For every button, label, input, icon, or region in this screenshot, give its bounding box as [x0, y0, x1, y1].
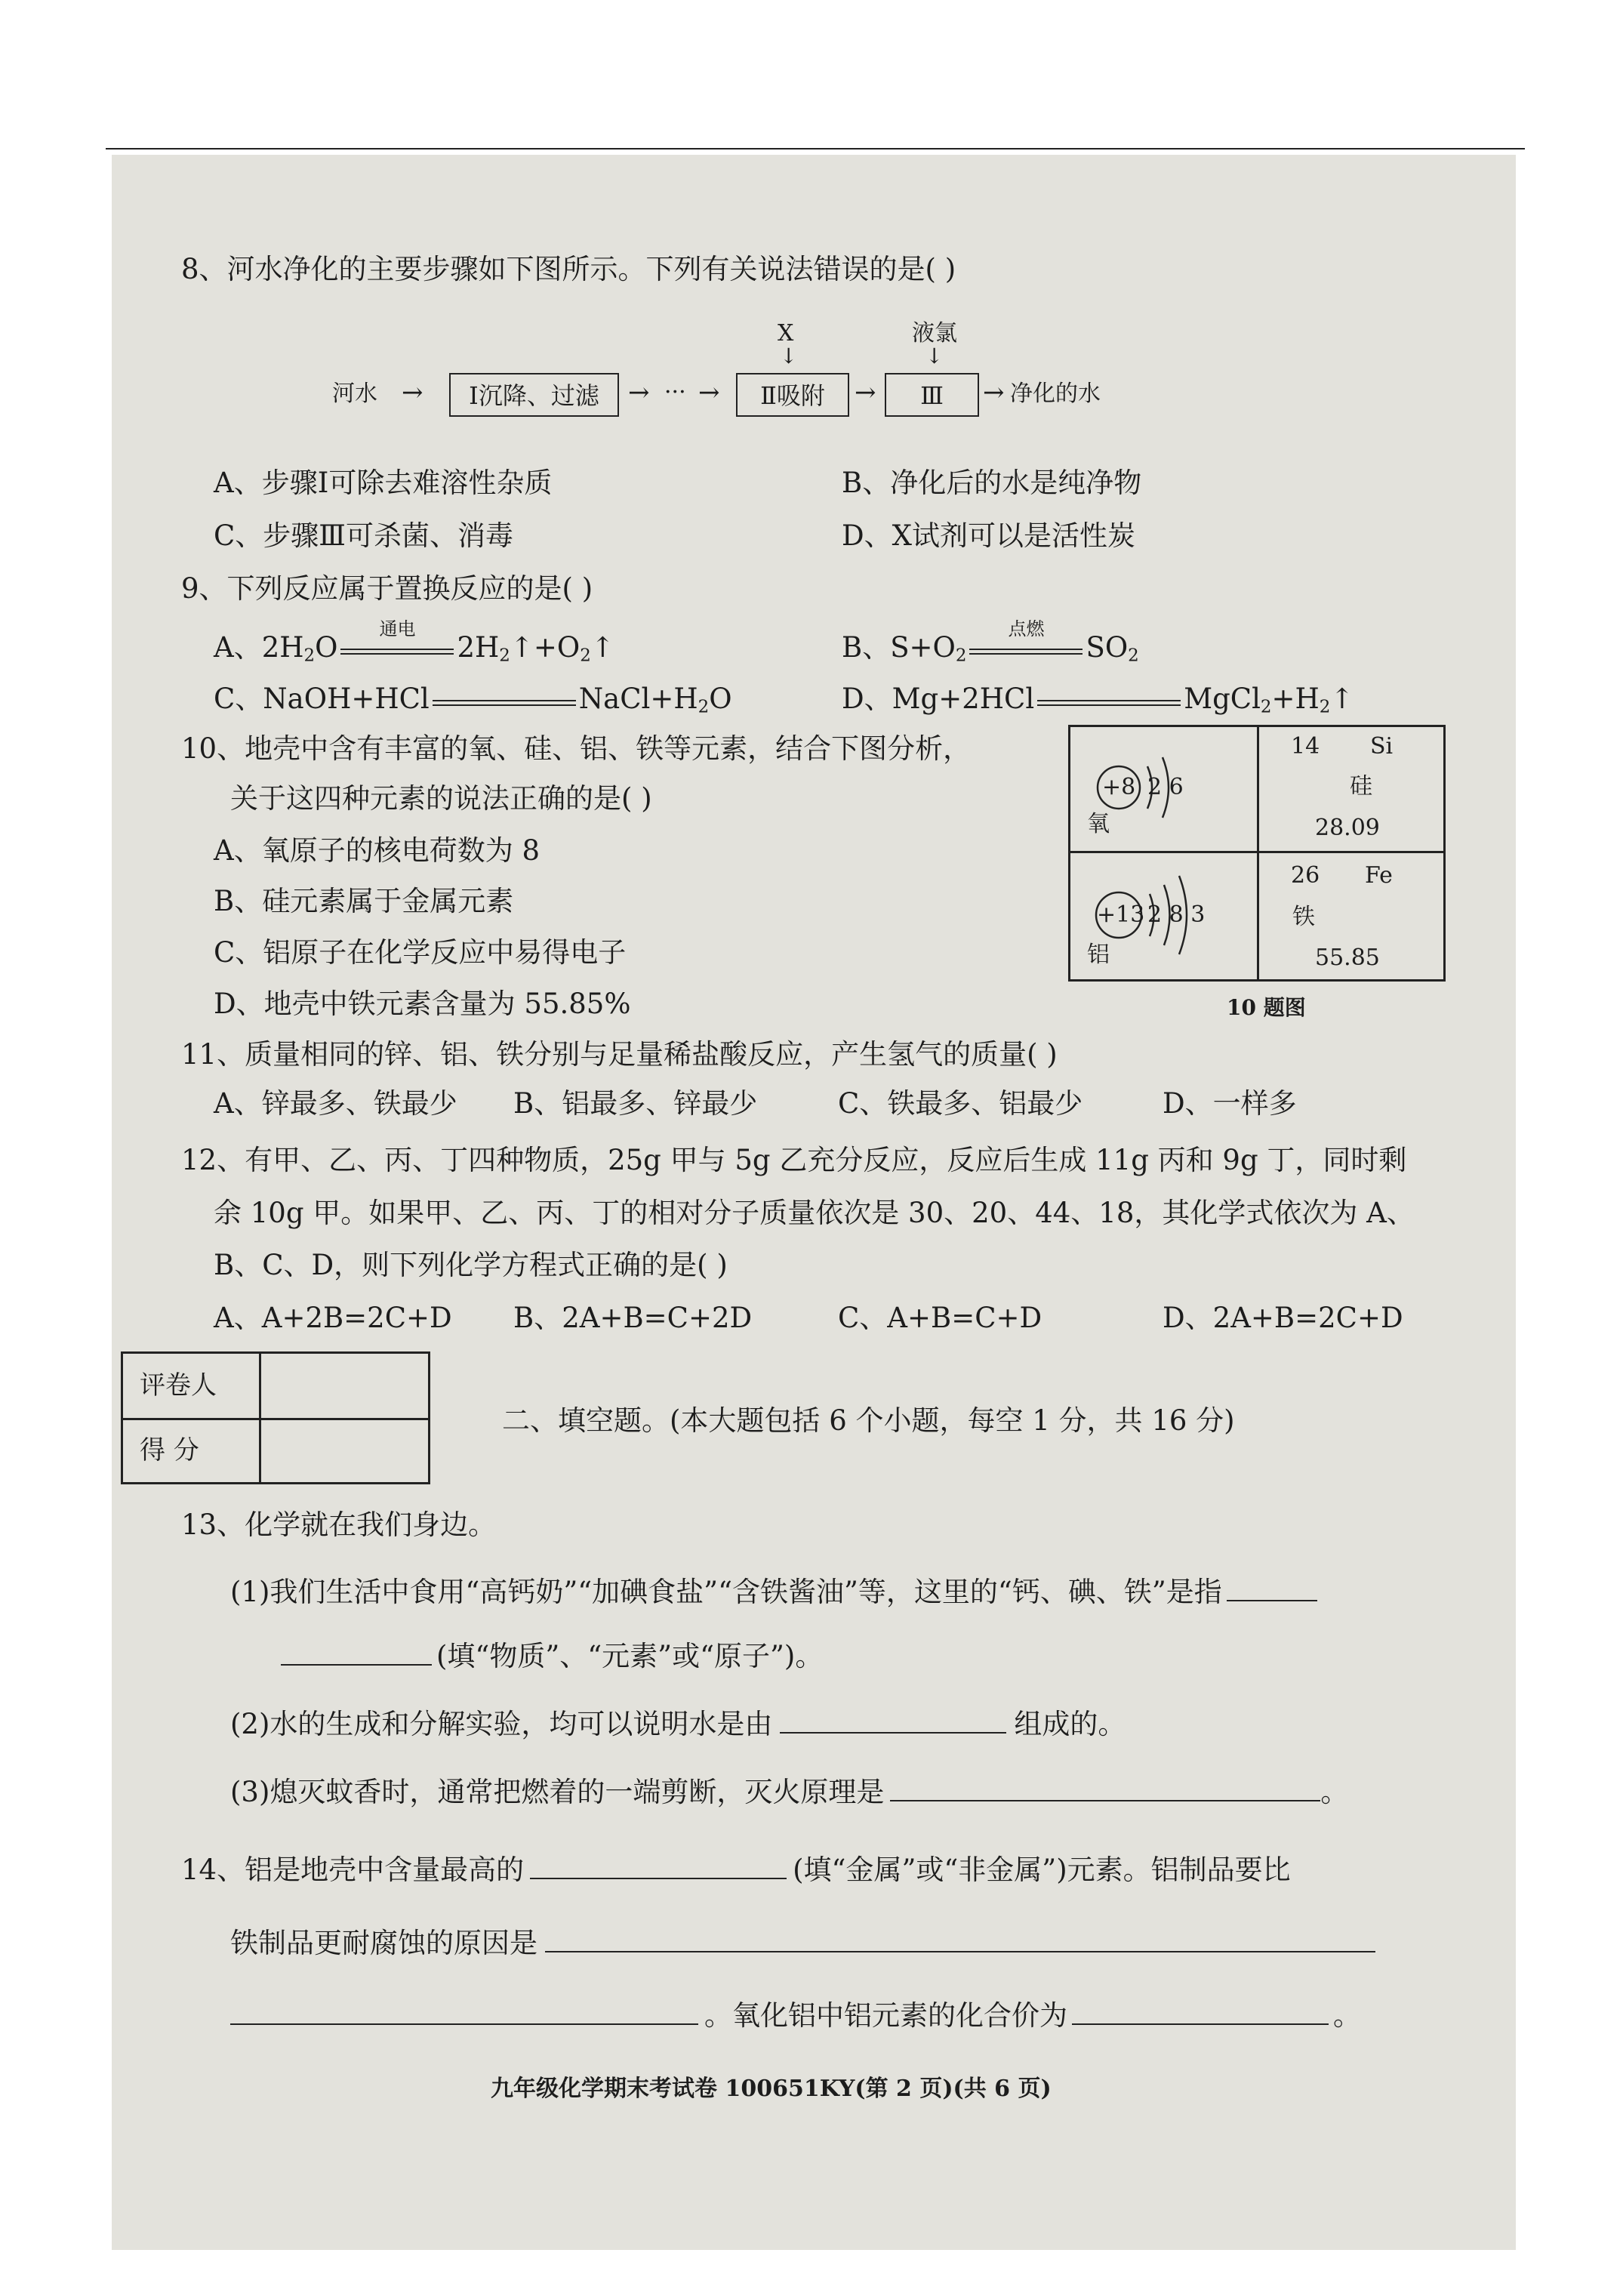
q8-option-b: B、净化后的水是纯净物	[842, 467, 1142, 499]
q11-option-a: A、锌最多、铁最少	[214, 1087, 457, 1120]
q11-option-c: C、铁最多、铝最少	[838, 1087, 1083, 1120]
q11-option-b: B、铝最多、锌最少	[513, 1087, 758, 1120]
q9-stem: 9、下列反应属于置换反应的是( )	[181, 572, 593, 605]
q11-stem: 11、质量相同的锌、铝、铁分别与足量稀盐酸反应，产生氢气的质量( )	[181, 1038, 1058, 1071]
q13-blank-1b[interactable]	[281, 1641, 432, 1666]
panel-divider-vertical	[1257, 725, 1259, 982]
q12-option-a: A、A+2B=2C+D	[214, 1302, 452, 1334]
page-footer: 九年级化学期末考试卷 100651KY(第 2 页)(共 6 页)	[491, 2076, 1052, 2102]
fe-atomic-mass: 55.85	[1315, 945, 1380, 971]
q14-blank-1[interactable]	[530, 1855, 787, 1879]
q13-blank-3[interactable]	[890, 1777, 1320, 1801]
q12-line-3: B、C、D，则下列化学方程式正确的是( )	[214, 1249, 728, 1281]
q13-part3-end: 。	[1320, 1776, 1349, 1808]
q9-option-c: C、NaOH+HCl $NaCl+H_2O$	[214, 683, 732, 717]
flow-down-arrow-x: ↓	[780, 344, 798, 368]
aluminum-name: 铝	[1087, 942, 1110, 968]
q9-b-arrow	[969, 618, 1083, 659]
flow-step3: Ⅲ	[885, 373, 979, 417]
q10-option-a: A、氧原子的核电荷数为 8	[214, 834, 540, 867]
q9-c-arrow	[433, 692, 576, 710]
q14-line3-end: 。	[1333, 1999, 1361, 2032]
q13-part1-b-text: (填“物质”、“元素”或“原子”)。	[436, 1640, 824, 1672]
section-2-title: 二、填空题。(本大题包括 6 个小题，每空 1 分，共 16 分)	[502, 1404, 1235, 1437]
q13-part2-end: 组成的。	[1014, 1708, 1126, 1740]
q14-line-2	[230, 1927, 1375, 1960]
q10-option-d: D、地壳中铁元素含量为 55.85%	[214, 988, 631, 1020]
fe-atomic-number: 26	[1291, 862, 1320, 889]
flow-arrow-5: →	[983, 378, 1005, 408]
flow-dots: ···	[664, 379, 686, 405]
q13-blank-1a[interactable]	[1227, 1577, 1317, 1601]
q9-b-prefix: B、S+O	[842, 631, 956, 664]
q14-line1-text: 14、铝是地壳中含量最高的	[181, 1854, 525, 1886]
q10-figure-caption: 10 题图	[1227, 995, 1306, 1020]
q9-d-arrow	[1037, 692, 1181, 710]
q9-a-arrow	[340, 618, 454, 659]
flow-step2: Ⅱ吸附	[736, 373, 849, 417]
q13-part1-text: (1)我们生活中食用“高钙奶”“加碘食盐”“含铁酱油”等，这里的“钙、碘、铁”是指	[230, 1576, 1222, 1608]
fe-symbol: Fe	[1365, 862, 1393, 889]
q9-a-condition: 通电	[379, 618, 416, 639]
q9-a-o: O	[315, 631, 338, 664]
q12-line-2: 余 10g 甲。如果甲、乙、丙、丁的相对分子质量依次是 30、20、44、18，其化学式依次为 A、	[214, 1197, 1415, 1229]
q8-option-d: D、X试剂可以是活性炭	[842, 519, 1136, 552]
q10-stem-2: 关于这四种元素的说法正确的是( )	[230, 782, 652, 815]
panel-divider-horizontal	[1068, 851, 1446, 853]
q9-option-a: A、$2H_2O$ 通电 $2H_2↑+O_2↑$	[214, 618, 614, 666]
score-reviewer-label: 评卷人	[140, 1370, 217, 1401]
si-atomic-mass: 28.09	[1315, 815, 1380, 841]
q14-blank-2[interactable]	[545, 1928, 1375, 1952]
q13-part3-text: (3)熄灭蚊香时，通常把燃着的一端剪断，灭火原理是	[230, 1776, 885, 1808]
aluminum-shells: 2 8 3	[1147, 901, 1206, 928]
oxygen-shells: 2 6	[1147, 774, 1184, 800]
q9-d-left: D、Mg+2HCl	[842, 683, 1035, 715]
q14-line1-end: (填“金属”或“非金属”)元素。铝制品要比	[793, 1854, 1291, 1886]
flow-output: 净化的水	[1010, 381, 1101, 407]
q14-line-1	[181, 1854, 1291, 1887]
si-name: 硅	[1350, 773, 1372, 800]
q14-line3-text: 。氧化铝中铝元素的化合价为	[704, 1999, 1067, 2032]
q10-option-c: C、铝原子在化学反应中易得电子	[214, 936, 627, 969]
q8-option-a: A、步骤Ⅰ可除去难溶性杂质	[214, 467, 553, 499]
q12-line-1: 12、有甲、乙、丙、丁四种物质，25g 甲与 5g 乙充分反应，反应后生成 11g 丙和 9g 丁，同时剩	[181, 1144, 1407, 1176]
q13-stem: 13、化学就在我们身边。	[181, 1509, 497, 1541]
flow-down-arrow-chlorine: ↓	[925, 344, 944, 368]
score-score-label: 得 分	[140, 1435, 199, 1465]
fe-name: 铁	[1292, 904, 1315, 930]
flow-arrow-1: →	[402, 378, 423, 408]
flow-step1: Ⅰ沉降、过滤	[449, 373, 619, 417]
top-rule	[106, 148, 1525, 149]
flow-arrow-2: →	[628, 378, 650, 408]
q13-part3	[230, 1776, 1348, 1809]
q13-blank-2[interactable]	[780, 1709, 1006, 1734]
q14-blank-4[interactable]	[1072, 2001, 1329, 2025]
aluminum-nucleus: +13	[1097, 901, 1145, 928]
q9-option-d: D、Mg+2HCl $MgCl_2+H_2↑$	[842, 683, 1354, 717]
score-table	[121, 1351, 430, 1484]
q9-c-left: C、NaOH+HCl	[214, 683, 430, 715]
q9-option-b: B、$S+O_2$ 点燃 $SO_2$	[842, 618, 1139, 666]
q12-option-b: B、2A+B=C+2D	[513, 1302, 753, 1334]
flow-source: 河水	[332, 381, 377, 407]
q8-stem: 8、河水净化的主要步骤如下图所示。下列有关说法错误的是( )	[181, 253, 956, 285]
flow-input-chlorine: 液氯	[912, 320, 957, 347]
q14-blank-3[interactable]	[230, 2001, 698, 2025]
q10-stem-1: 10、地壳中含有丰富的氧、硅、铝、铁等元素，结合下图分析，	[181, 732, 972, 765]
oxygen-nucleus: +8	[1102, 774, 1136, 800]
q9-c-right: NaCl+H	[578, 683, 698, 715]
q13-part1-b	[281, 1640, 823, 1673]
q9-b-condition: 点燃	[1008, 618, 1045, 639]
flow-arrow-4: →	[855, 378, 876, 408]
q9-a-sub-2: 2	[303, 646, 316, 666]
q10-option-b: B、硅元素属于金属元素	[214, 885, 514, 917]
q9-a-prefix: A、2H	[214, 631, 304, 664]
q12-option-d: D、2A+B=2C+D	[1163, 1302, 1403, 1334]
oxygen-name: 氧	[1087, 811, 1110, 837]
si-symbol: Si	[1370, 733, 1394, 760]
q13-part2-text: (2)水的生成和分解实验，均可以说明水是由	[230, 1708, 773, 1740]
q9-d-right: MgCl	[1184, 683, 1261, 715]
q14-line-3	[230, 1999, 1361, 2032]
flow-arrow-3: →	[698, 378, 720, 408]
flow-input-x: X	[778, 320, 794, 347]
q14-line2-text: 铁制品更耐腐蚀的原因是	[230, 1927, 537, 1959]
si-atomic-number: 14	[1291, 733, 1320, 760]
q12-option-c: C、A+B=C+D	[838, 1302, 1042, 1334]
q8-option-c: C、步骤Ⅲ可杀菌、消毒	[214, 519, 513, 552]
q11-option-d: D、一样多	[1163, 1087, 1297, 1120]
q13-part1-a	[230, 1576, 1317, 1609]
q13-part2	[230, 1708, 1126, 1741]
